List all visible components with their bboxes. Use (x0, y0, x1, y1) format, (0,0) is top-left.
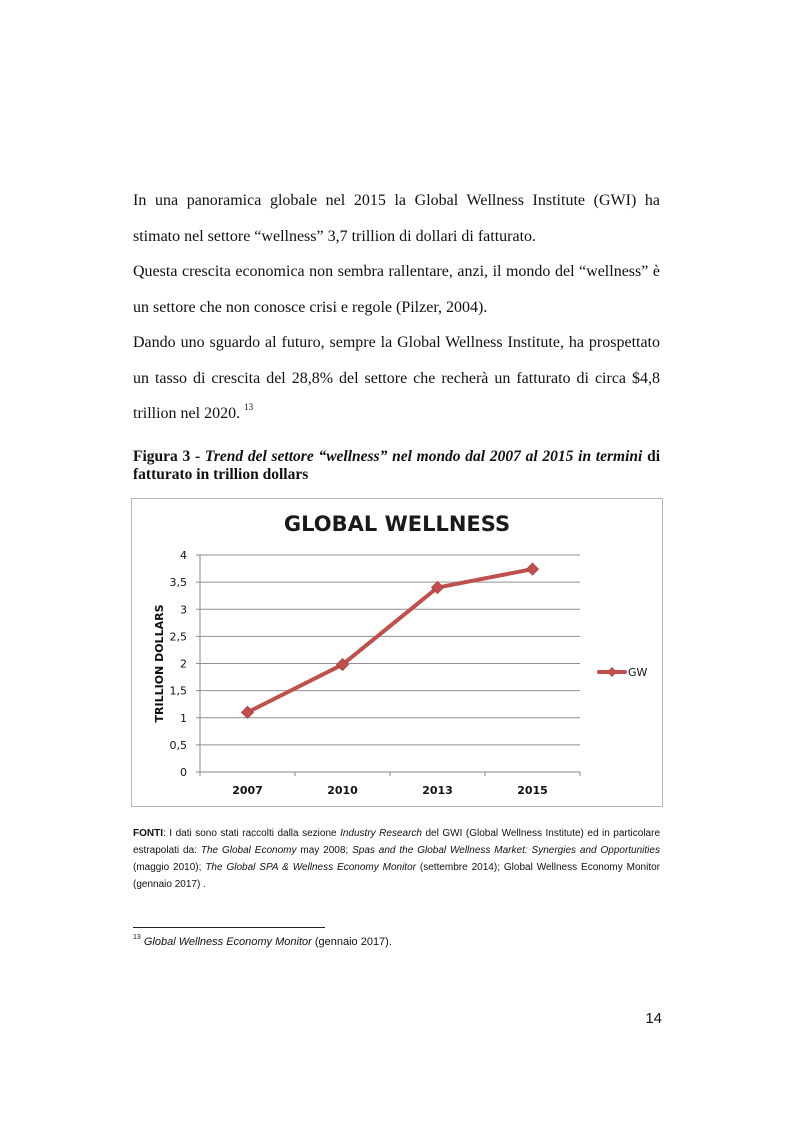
paragraph-2: Questa crescita economica non sembra rallentare, anzi, il mondo del “wellness” è un settore che non conosce crisi e regole (Pilzer, 2004). (133, 263, 660, 316)
line-chart (132, 499, 662, 806)
sources-note (133, 825, 660, 893)
y-tick-label: 2,5 (169, 630, 187, 644)
footnote-rest: (gennaio 2017). (311, 936, 392, 948)
paragraph-1: In una panoramica globale nel 2015 la Global Wellness Institute (GWI) ha stimato nel settore “wellness” 3,7 trillion di dollari di fatturato. (133, 192, 660, 245)
paragraph-3 (133, 325, 660, 432)
sources-t2: del GWI (Global Wellness Institute) ed in particolare estrapolati da: (133, 828, 661, 856)
body-text (133, 183, 660, 432)
footnote-italic: Global Wellness Economy Monitor (143, 936, 312, 948)
footnote-reference[interactable]: 13 (244, 402, 254, 412)
y-tick-label: 3 (180, 603, 187, 617)
sources-i2: The Global Economy (200, 845, 297, 856)
legend-marker (607, 667, 617, 677)
y-tick-label: 3,5 (169, 576, 187, 590)
paragraph-3-text: Dando uno sguardo al futuro, sempre la Global Wellness Institute, ha prospettato un tasso di crescita del 28,8% del settore che recherà un fatturato di circa $4,8 trillion nel 2020. (133, 334, 660, 422)
sources-label: FONTI (133, 828, 163, 839)
x-tick-label: 2010 (327, 784, 358, 797)
x-tick-label: 2013 (422, 784, 453, 797)
y-tick-label: 4 (180, 549, 187, 562)
footnote (133, 936, 660, 948)
page-number: 14 (645, 1010, 662, 1027)
sources-t3: may 2008; (296, 845, 353, 856)
sources-i4: The Global SPA & Wellness Economy Monitor (205, 862, 416, 873)
data-point (527, 563, 539, 575)
x-tick-label: 2007 (232, 784, 263, 797)
figure-caption-italic: Trend del settore “wellness” nel mondo dal 2007 al 2015 in termini (204, 448, 643, 465)
sources-t1: : I dati sono stati raccolti dalla sezione (163, 828, 341, 839)
y-axis-label: TRILLION DOLLARS (153, 604, 166, 723)
y-tick-label: 0,5 (169, 738, 187, 752)
y-tick-label: 1 (180, 711, 187, 725)
chart-title: GLOBAL WELLNESS (283, 512, 511, 536)
footnote-number: 13 (133, 934, 141, 941)
figure-label: Figura 3 - (133, 448, 201, 465)
y-tick-label: 2 (180, 657, 187, 671)
y-tick-label: 0 (180, 766, 187, 779)
footnote-separator (133, 927, 325, 928)
figure-caption (133, 448, 660, 484)
sources-t5: (settembre 2014); Global Wellness Economy Monitor (gennaio 2017) . (133, 862, 660, 890)
y-tick-label: 1,5 (169, 684, 187, 698)
figure-caption-rest: di fatturato in trillion dollars (133, 448, 661, 483)
legend-label: GW (628, 666, 648, 679)
chart-frame (131, 498, 663, 807)
x-tick-label: 2015 (517, 784, 548, 797)
sources-i1: Industry Research (340, 828, 422, 839)
sources-i3: Spas and the Global Wellness Market: Synergies and Opportunities (352, 845, 660, 856)
sources-t4: (maggio 2010); (133, 862, 206, 873)
